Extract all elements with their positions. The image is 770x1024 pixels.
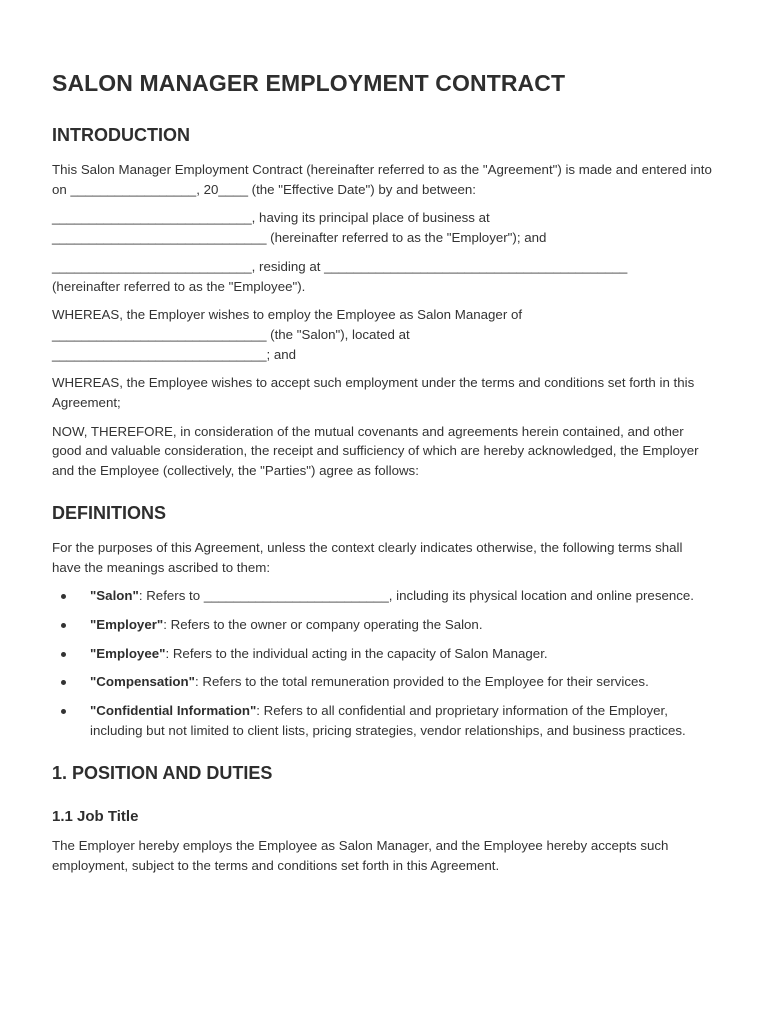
bullet-icon: [61, 623, 66, 628]
employer-line-2: _____________________________ (hereinafter referred to as the "Employer"); and: [52, 230, 547, 246]
definitions-heading: DEFINITIONS: [52, 502, 167, 523]
definition-text: : Refers to the total remuneration provided to the Employee for their services.: [194, 674, 649, 690]
employer-line-1: ___________________________, having its principal place of business at: [52, 210, 490, 226]
employee-line-1: ___________________________, residing at _________________________________________: [52, 258, 628, 274]
definition-text: : Refers to all confidential and proprietary information of the Employer, including but not limited to client lists, pricing strategies, vendor relationships, and business practices.: [90, 703, 686, 738]
whereas-employer-block: [52, 305, 714, 364]
definitions-list: [52, 586, 714, 740]
definition-item-compensation: [52, 672, 714, 692]
introduction-paragraph: This Salon Manager Employment Contract (hereinafter referred to as the "Agreement") is made and entered into on _________________, 20____ (the "Effective Date") by and between:: [52, 162, 712, 197]
definition-term: "Employer": [90, 616, 164, 632]
whereas-employer-line-2: _____________________________ (the "Salon"), located at: [52, 326, 410, 342]
whereas-employer-line-3: _____________________________; and: [52, 346, 297, 362]
definition-text: : Refers to _________________________, including its physical location and online presence.: [138, 588, 694, 604]
definition-term: "Confidential Information": [90, 703, 257, 719]
introduction-heading: INTRODUCTION: [52, 125, 190, 145]
definition-term: "Employee": [90, 645, 166, 661]
bullet-icon: [61, 594, 66, 599]
definition-item-employee: [52, 644, 714, 664]
definition-text: : Refers to the owner or company operating the Salon.: [163, 616, 483, 632]
bullet-icon: [61, 652, 66, 657]
now-therefore-paragraph: NOW, THEREFORE, in consideration of the mutual covenants and agreements herein contained, and other good and valuable consideration, the receipt and sufficiency of which are hereby acknowledged, the Employer and the Employee (collectively, the "Parties") agree as follows:: [52, 423, 699, 479]
definition-item-confidential-information: [52, 701, 714, 740]
employee-party-block: [52, 257, 714, 296]
whereas-employer-line-1: WHEREAS, the Employer wishes to employ the Employee as Salon Manager of: [52, 307, 523, 323]
definition-item-salon: [52, 586, 714, 606]
bullet-icon: [61, 680, 66, 685]
employee-line-2: (hereinafter referred to as the "Employee").: [52, 278, 306, 294]
definition-text: : Refers to the individual acting in the capacity of Salon Manager.: [165, 645, 548, 661]
definition-term: "Salon": [90, 588, 139, 604]
bullet-icon: [61, 709, 66, 714]
definition-term: "Compensation": [90, 674, 195, 690]
whereas-employee-paragraph: WHEREAS, the Employee wishes to accept such employment under the terms and conditions set forth in this Agreement;: [52, 375, 695, 411]
definition-item-employer: [52, 615, 714, 635]
definitions-intro: For the purposes of this Agreement, unless the context clearly indicates otherwise, the following terms shall have the meanings ascribed to them:: [52, 539, 683, 575]
job-title-subheading: 1.1 Job Title: [52, 808, 139, 826]
document-title: SALON MANAGER EMPLOYMENT CONTRACT: [52, 70, 566, 96]
job-title-paragraph: The Employer hereby employs the Employee as Salon Manager, and the Employee hereby accepts such employment, subject to the terms and conditions set forth in this Agreement.: [52, 838, 669, 874]
employer-party-block: [52, 208, 714, 247]
document-page: [52, 70, 714, 876]
position-duties-heading: 1. POSITION AND DUTIES: [52, 763, 273, 784]
